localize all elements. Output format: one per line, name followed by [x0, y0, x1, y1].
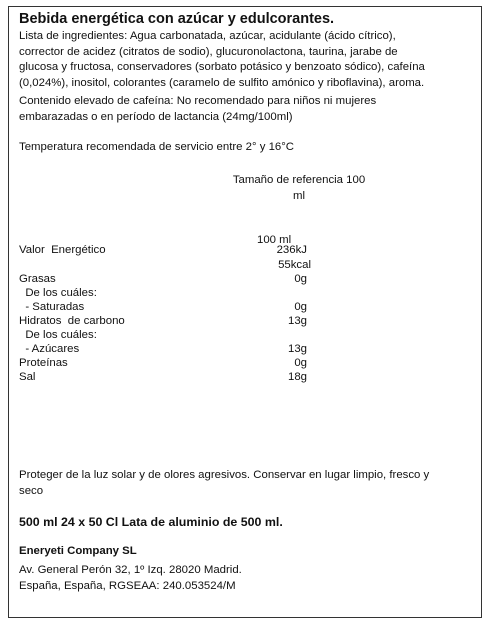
nutrition-row	[19, 356, 319, 370]
storage-line: seco	[19, 484, 44, 497]
nutrition-row	[19, 314, 319, 328]
reference-line: ml	[292, 189, 306, 202]
storage-instructions	[19, 468, 475, 499]
nutrient-value: 0g	[294, 301, 307, 313]
ingredients-list	[19, 29, 475, 91]
company-name: Eneryeti Company SL	[19, 545, 137, 557]
caffeine-warning	[19, 94, 475, 125]
nutrition-row	[19, 243, 319, 257]
ingredients-line: Lista de ingredientes: Agua carbonatada, azúcar, acidulante (ácido cítrico),	[19, 30, 396, 42]
nutrient-name: - Saturadas	[19, 301, 85, 313]
nutrient-name: De los cuáles:	[19, 329, 97, 341]
storage-line: Proteger de la luz solar y de olores agresivos. Conservar en lugar limpio, fresco y	[19, 469, 430, 481]
nutrition-row	[19, 300, 319, 314]
nutrition-row	[19, 272, 319, 286]
reference-line: Tamaño de referencia 100	[232, 174, 366, 186]
nutrient-value: 0g	[294, 273, 307, 285]
product-title: Bebida energética con azúcar y edulcorantes.	[19, 11, 335, 27]
reference-size	[219, 173, 379, 204]
nutrient-name: - Azúcares	[19, 343, 80, 355]
nutrient-name: Proteínas	[19, 357, 68, 369]
company-address: Av. General Perón 32, 1º Izq. 28020 Madrid.	[19, 564, 242, 576]
nutrient-value: 0g	[294, 357, 307, 369]
nutrition-row	[19, 328, 319, 342]
ingredients-line: (0,024%), inositol, colorantes (caramelo de sulfito amónico y riboflavina), aroma.	[19, 76, 425, 89]
company-registry: España, España, RGSEAA: 240.053524/M	[19, 580, 236, 592]
nutrient-name: Hidratos de carbono	[19, 315, 125, 327]
nutrient-value: 236kJ	[276, 244, 307, 256]
nutrient-name: Sal	[19, 371, 36, 383]
packaging-info: 500 ml 24 x 50 Cl Lata de aluminio de 500 ml.	[19, 515, 283, 529]
ingredients-line: corrector de acidez (citratos de sodio), glucuronolactona, taurina, jarabe de	[19, 45, 398, 58]
nutrition-row	[19, 258, 319, 272]
caffeine-line: embarazadas o en período de lactancia (24mg/100ml)	[19, 110, 293, 123]
nutrition-row	[19, 370, 319, 384]
nutrient-value: 13g	[287, 315, 307, 327]
nutrient-name: De los cuáles:	[19, 287, 97, 299]
ingredients-line: glucosa y fructosa, conservadores (sorbato potásico y benzoato sódico), cafeína	[19, 61, 425, 74]
nutrient-name: Grasas	[19, 273, 56, 285]
nutrient-value: 18g	[287, 371, 307, 383]
product-label	[8, 6, 482, 618]
caffeine-line: Contenido elevado de cafeína: No recomendado para niños ni mujeres	[19, 95, 377, 107]
nutrition-column-header: 100 ml	[257, 234, 292, 246]
nutrition-row	[19, 286, 319, 300]
serving-temperature: Temperatura recomendada de servicio entre 2° y 16°C	[19, 141, 295, 153]
nutrition-row	[19, 342, 319, 356]
nutrient-value: 55kcal	[278, 259, 311, 271]
nutrient-value: 13g	[287, 343, 307, 355]
nutrient-name: Valor Energético	[19, 244, 106, 256]
